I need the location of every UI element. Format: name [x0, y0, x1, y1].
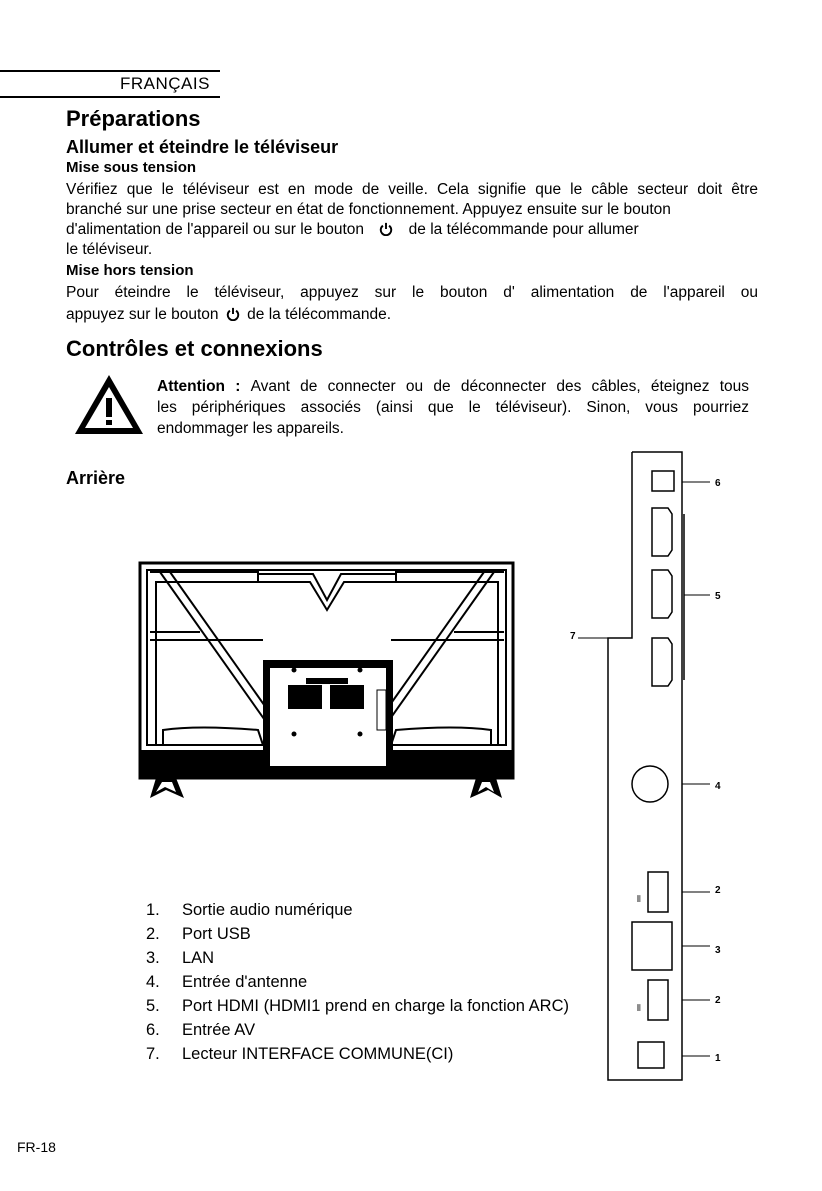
- warning-text: [157, 376, 749, 439]
- callout-4: 4: [715, 781, 721, 792]
- callout-1: 1: [715, 1053, 721, 1064]
- usb-symbol-2: ⫴: [637, 1003, 641, 1013]
- hdmi-port-1: [652, 508, 672, 556]
- power-off-text: [66, 283, 758, 325]
- hdmi-port-2: [652, 570, 672, 618]
- power-off-line-2b: de la télécommande.: [247, 306, 392, 323]
- power-on-text: [66, 180, 758, 260]
- header-rule-bottom: [0, 96, 220, 98]
- callout-2-upper: 2: [715, 885, 721, 896]
- av-input-port: [652, 471, 674, 491]
- header-rule-top: [0, 70, 220, 72]
- digital-audio-port: [638, 1042, 664, 1068]
- legend-item: 2. Port USB: [146, 925, 251, 943]
- warning-label: Attention :: [157, 378, 241, 395]
- warning-line-1: [157, 376, 749, 397]
- legend-item: 4. Entrée d'antenne: [146, 973, 308, 991]
- legend-item: 5. Port HDMI (HDMI1 prend en charge la fonction ARC): [146, 997, 569, 1015]
- rear-heading: Arrière: [66, 468, 126, 488]
- power-off-line-1: Pour éteindre le téléviseur, appuyez sur le bouton d' alimentation de l'appareil ou: [66, 284, 758, 301]
- callout-5: 5: [715, 591, 721, 602]
- callout-3: 3: [715, 945, 721, 956]
- callout-7: 7: [570, 631, 576, 642]
- power-on-line-3: [66, 220, 758, 240]
- usb-port-1: [648, 872, 668, 912]
- legend-item: 6. Entrée AV: [146, 1021, 256, 1039]
- legend-item: 3. LAN: [146, 949, 215, 967]
- power-on-line-3a: d'alimentation de l'appareil ou sur le bouton: [66, 221, 365, 238]
- power-on-line-2: branché sur une prise secteur en état de fonctionnement. Appuyez ensuite sur le bouton: [66, 201, 671, 218]
- language-label: FRANÇAIS: [120, 74, 210, 93]
- page-number: FR-18: [17, 1139, 56, 1155]
- callout-2-lower: 2: [715, 995, 721, 1006]
- tv-rear-illustration: [138, 560, 516, 800]
- lan-port: [632, 922, 672, 970]
- legend-item: 1. Sortie audio numérique: [146, 901, 353, 919]
- connector-legend: [146, 898, 569, 1066]
- side-connector-panel: [560, 448, 740, 1088]
- power-on-heading: Mise sous tension: [66, 159, 197, 176]
- page-title: Préparations: [66, 106, 201, 131]
- warning-icon: [72, 372, 146, 438]
- power-on-line-4: le téléviseur.: [66, 241, 153, 258]
- legend-item: 7. Lecteur INTERFACE COMMUNE(CI): [146, 1045, 454, 1063]
- power-icon: [378, 222, 394, 236]
- power-icon: [225, 307, 241, 321]
- antenna-port: [632, 766, 668, 802]
- power-off-line-2a: appuyez sur le bouton: [66, 306, 219, 323]
- power-off-line-2: [66, 305, 758, 325]
- usb-symbol-1: ⫴: [637, 894, 641, 904]
- power-on-line-3b: de la télécommande pour allumer: [408, 221, 639, 238]
- warning-line-2: les périphériques associés (ainsi que le téléviseur). Sinon, vous pourriez: [157, 399, 749, 416]
- callout-6: 6: [715, 478, 721, 489]
- power-heading: Allumer et éteindre le téléviseur: [66, 137, 339, 157]
- hdmi-port-3: [652, 638, 672, 686]
- warning-line-3: endommager les appareils.: [157, 420, 344, 437]
- usb-port-2: [648, 980, 668, 1020]
- warning-line-1-text: Avant de connecter ou de déconnecter des câbles, éteignez tous: [250, 378, 749, 395]
- power-off-heading: Mise hors tension: [66, 262, 194, 279]
- controls-heading: Contrôles et connexions: [66, 336, 323, 361]
- power-on-line-1: Vérifiez que le téléviseur est en mode de veille. Cela signifie que le câble secteur doit être: [66, 181, 758, 198]
